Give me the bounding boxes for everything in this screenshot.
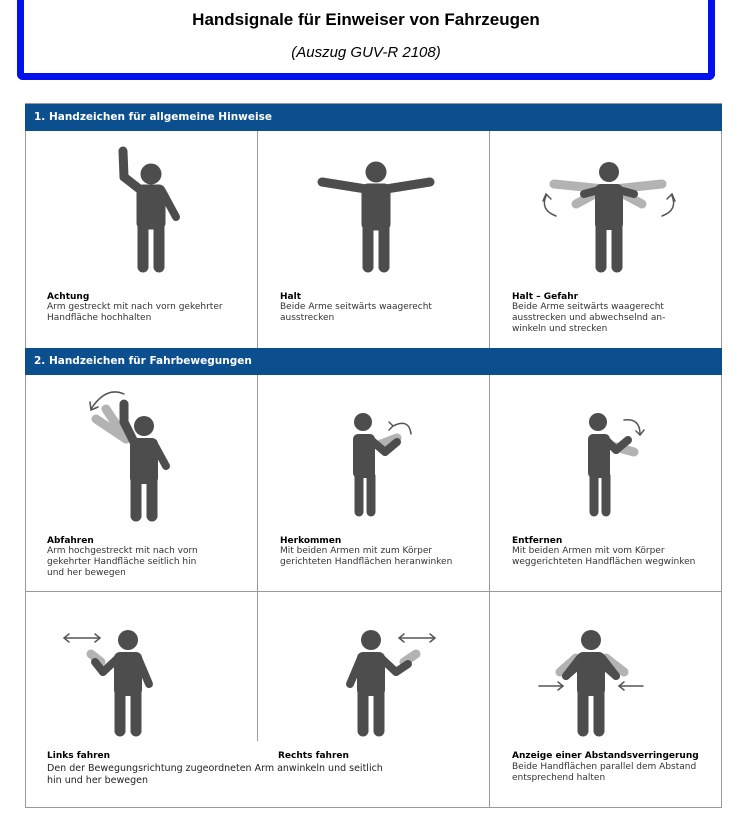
caption-title-halt: Halt [280,292,301,302]
caption-title-herkommen: Herkommen [280,536,342,546]
caption-text-entfernen: Mit beiden Armen mit vom Körper weggerichteten Handflächen wegwinken [512,546,696,567]
distance-reduction-figure-icon [536,626,646,736]
caption-text-herkommen: Mit beiden Armen mit zum Körper gerichteten Handflächen heranwinken [280,546,453,567]
caption-title-abfahren: Abfahren [47,536,94,546]
caption-text-achtung: Arm gestreckt mit nach vorn gekehrter Handfläche hochhalten [47,302,223,323]
raised-arm-figure-icon [96,139,196,279]
grid-divider [489,375,490,591]
waving-away-figure-icon [576,404,676,524]
waving-arm-figure-icon [86,384,196,524]
arms-outstretched-figure-icon [316,154,436,284]
right-signal-figure-icon [326,626,456,736]
grid-divider [257,131,258,348]
page-subtitle: (Auszug GUV-R 2108) [291,44,441,61]
caption-title-achtung: Achtung [47,292,90,302]
signal-sheet [25,103,722,808]
caption-text-halt: Beide Arme seitwärts waagerecht ausstrecken [280,302,432,323]
page-title: Handsignale für Einweiser von Fahrzeugen [192,10,540,29]
caption-text-abfahren: Arm hochgestreckt mit nach vorn gekehrter Handfläche seitlich hin und her bewegen [47,546,198,578]
caption-title-abstandsverringerung: Anzeige einer Abstandsverringerung [512,751,699,761]
caption-text-links-rechts-fahren: Den der Bewegungsrichtung zugeordneten Arm anwinkeln und seitlich hin und her bewegen [47,763,383,786]
beckoning-figure-icon [341,404,441,524]
caption-text-abstandsverringerung: Beide Handflächen parallel dem Abstand entsprechend halten [512,762,697,783]
caption-title-rechts-fahren: Rechts fahren [278,751,349,761]
caption-title-entfernen: Entfernen [512,536,563,546]
grid-divider [257,375,258,591]
caption-title-links-fahren: Links fahren [47,751,111,761]
section-heading-movements: 2. Handzeichen für Fahrbewegungen [25,348,722,375]
header-box [17,0,715,80]
caption-text-halt-gefahr: Beide Arme seitwärts waagerecht ausstrecken und abwechselnd an- winkeln und strecken [512,302,666,334]
arms-bending-figure-icon [534,154,684,284]
grid-divider [489,131,490,348]
grid-divider [26,591,722,592]
section-heading-general: 1. Handzeichen für allgemeine Hinweise [25,104,722,131]
left-signal-figure-icon [61,626,191,736]
grid-divider [257,591,258,741]
grid-divider [489,591,490,808]
caption-title-halt-gefahr: Halt – Gefahr [512,292,579,302]
